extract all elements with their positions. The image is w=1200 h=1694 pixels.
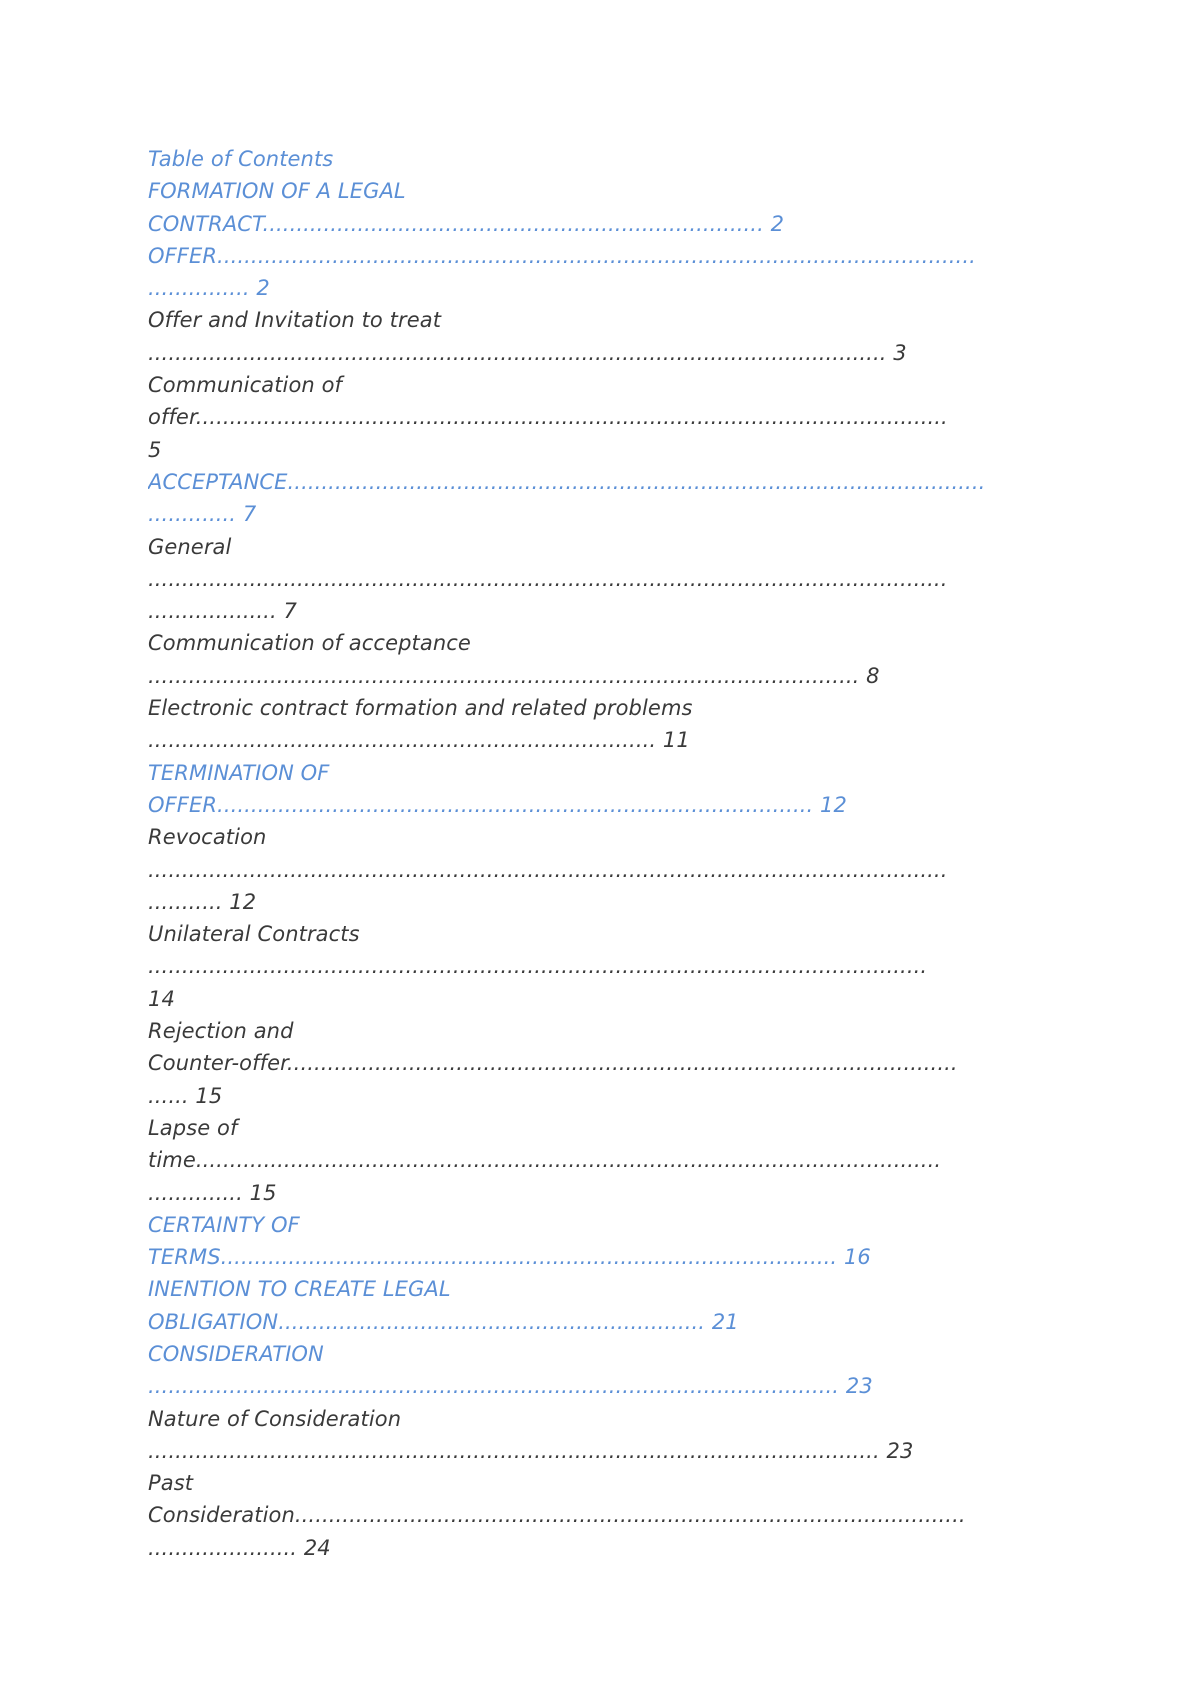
toc-heading-line[interactable]: OBLIGATION............................................................... 21	[148, 1309, 739, 1334]
toc-heading-line[interactable]: ACCEPTANCE.......................................................................................................	[148, 469, 986, 494]
toc-subentry-line: ...................................................................................................................	[148, 954, 928, 979]
toc-heading-line[interactable]: ............. 7	[148, 502, 257, 527]
toc-subentry-line: ......................................................................................................... 8	[148, 663, 880, 688]
toc-subentry-line: time..............................................................................................................	[148, 1148, 942, 1173]
toc-title: Table of Contents	[148, 147, 334, 171]
table-of-contents	[148, 143, 1063, 1564]
toc-heading-line[interactable]: OFFER........................................................................................ 12	[148, 792, 847, 817]
toc-heading-line[interactable]: ...................................................................................................... 23	[148, 1374, 873, 1399]
toc-subentry-line: Communication of acceptance	[148, 631, 471, 656]
toc-subentry-line: ......................................................................................................................	[148, 566, 948, 591]
toc-subentry-line: 14	[148, 986, 175, 1011]
toc-subentry-line: .............. 15	[148, 1180, 277, 1205]
toc-subentry-line: Revocation	[148, 825, 267, 850]
toc-subentry-line: Consideration...................................................................................................	[148, 1503, 966, 1528]
toc-subentry-line: Electronic contract formation and related problems	[148, 696, 693, 721]
toc-subentry-line: ............................................................................................................. 3	[148, 340, 907, 365]
toc-subentry-line: ........................................................................... 11	[148, 728, 690, 753]
toc-subentry-line: Rejection and	[148, 1019, 294, 1044]
toc-subentry-line: General	[148, 534, 232, 559]
toc-entries	[148, 175, 1063, 1564]
toc-subentry-line: 5	[148, 437, 162, 462]
toc-heading-line[interactable]: CONSIDERATION	[148, 1341, 324, 1366]
toc-heading-line[interactable]: ............... 2	[148, 276, 270, 301]
toc-subentry-line: Lapse of	[148, 1115, 238, 1140]
toc-heading-line[interactable]: CONTRACT.......................................................................... 2	[148, 211, 785, 236]
toc-subentry-line: ........... 12	[148, 889, 257, 914]
toc-heading-line[interactable]: OFFER................................................................................................................	[148, 243, 976, 268]
toc-heading-line[interactable]: TERMS........................................................................................... 16	[148, 1245, 871, 1270]
toc-subentry-line: ............................................................................................................ 23	[148, 1438, 914, 1463]
toc-subentry-line: Communication of	[148, 373, 343, 398]
toc-heading-line[interactable]: CERTAINTY OF	[148, 1212, 300, 1237]
toc-subentry-line: Past	[148, 1471, 194, 1496]
toc-subentry-line: ................... 7	[148, 599, 297, 624]
toc-heading-line[interactable]: TERMINATION OF	[148, 760, 330, 785]
toc-subentry-line: ......................................................................................................................	[148, 857, 948, 882]
toc-subentry-line: offer...............................................................................................................	[148, 405, 948, 430]
toc-subentry-line: Offer and Invitation to treat	[148, 308, 442, 333]
toc-subentry-line: ...... 15	[148, 1083, 223, 1108]
toc-subentry-line: Unilateral Contracts	[148, 922, 360, 947]
toc-subentry-line: ...................... 24	[148, 1535, 331, 1560]
toc-heading-line[interactable]: INENTION TO CREATE LEGAL	[148, 1277, 451, 1302]
toc-heading-line[interactable]: FORMATION OF A LEGAL	[148, 179, 406, 204]
toc-subentry-line: Nature of Consideration	[148, 1406, 402, 1431]
toc-subentry-line: Counter-offer...................................................................................................	[148, 1051, 958, 1076]
